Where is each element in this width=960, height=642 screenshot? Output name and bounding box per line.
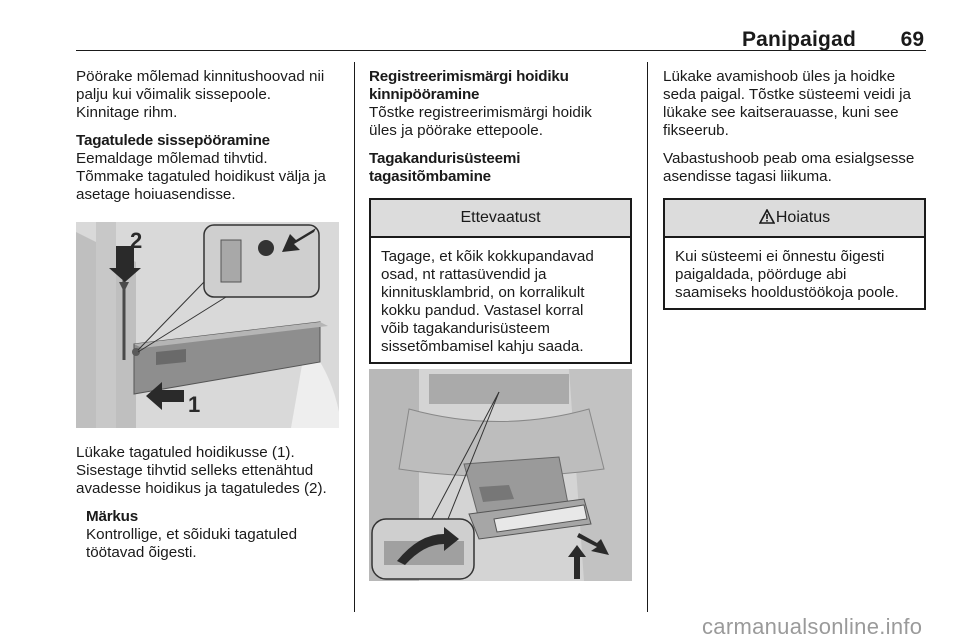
heading-plate-holder: Registreerimismärgi hoidiku kinnipööramine [369, 68, 569, 103]
taillight-illustration [76, 222, 339, 428]
figure-label-1: 1 [188, 392, 201, 417]
column-1 [76, 68, 346, 214]
chapter-title: Panipaigad [741, 28, 856, 51]
page-number: 69 [900, 28, 924, 51]
warning-box [663, 198, 926, 310]
paragraph-plate-holder: Tõstke registreerimismärgi hoidik üles ja pöörake ettepoole. [369, 104, 592, 139]
figure-taillight-holder [76, 222, 339, 428]
paragraph-release-lever: Lükake avamishoob üles ja hoidke seda paigal. Tõstke süsteemi veidi ja lükake see kaitserauasse, kuni see fikseerub. [663, 68, 911, 139]
note-title: Märkus [86, 508, 138, 525]
column-2 [369, 68, 637, 364]
paragraph-push-taillights: Lükake tagatuled hoidikusse (1). Sisestage tihvtid selleks ettenähtud avadesse hoidikus ja tagatuledes (2). [76, 444, 327, 497]
rear-carrier-illustration [369, 369, 632, 581]
column-1-lower [76, 444, 346, 562]
watermark: carmanualsonline.info [702, 614, 923, 639]
figure-label-2: 2 [130, 228, 143, 253]
caution-box [369, 198, 632, 364]
note-text: Kontrollige, et sõiduki tagatuled töötavad õigesti. [86, 526, 298, 561]
column-3 [663, 68, 931, 310]
paragraph-lever-return: Vabastushoob peab oma esialgsesse asendisse tagasi liikuma. [663, 150, 915, 185]
warning-triangle-icon [759, 202, 775, 238]
figure-rear-carrier [369, 369, 632, 581]
page-header [76, 0, 926, 51]
warning-text: Kui süsteemi ei õnnestu õigesti paigaldada, pöörduge abi saamiseks hooldustöökoja poole. [675, 248, 899, 301]
paragraph-remove-pins: Eemaldage mõlemad tihvtid. Tõmmake tagatuled hoidikust välja ja asetage hoiuasendisse. [76, 150, 326, 203]
caution-title: Ettevaatust [371, 200, 630, 238]
heading-retract-carrier: Tagakandurisüsteemi tagasitõmbamine [369, 150, 521, 185]
column-divider-1 [354, 62, 355, 612]
caution-text: Tagage, et kõik kokkupandavad osad, nt rattasüvendid ja kinnitusklambrid, on korralikult kokku pandud. Vastasel korral võib tagakandurisüsteem sissetõmbamisel kahju saada. [381, 248, 594, 355]
note-block [86, 508, 346, 562]
warning-title: Hoiatus [775, 209, 831, 226]
column-divider-2 [647, 62, 648, 612]
heading-taillights-in: Tagatulede sissepööramine [76, 132, 270, 149]
warning-header [665, 200, 924, 238]
paragraph-fold-levers: Pöörake mõlemad kinnitushoovad nii palju kui võimalik sissepoole. Kinnitage rihm. [76, 68, 325, 121]
